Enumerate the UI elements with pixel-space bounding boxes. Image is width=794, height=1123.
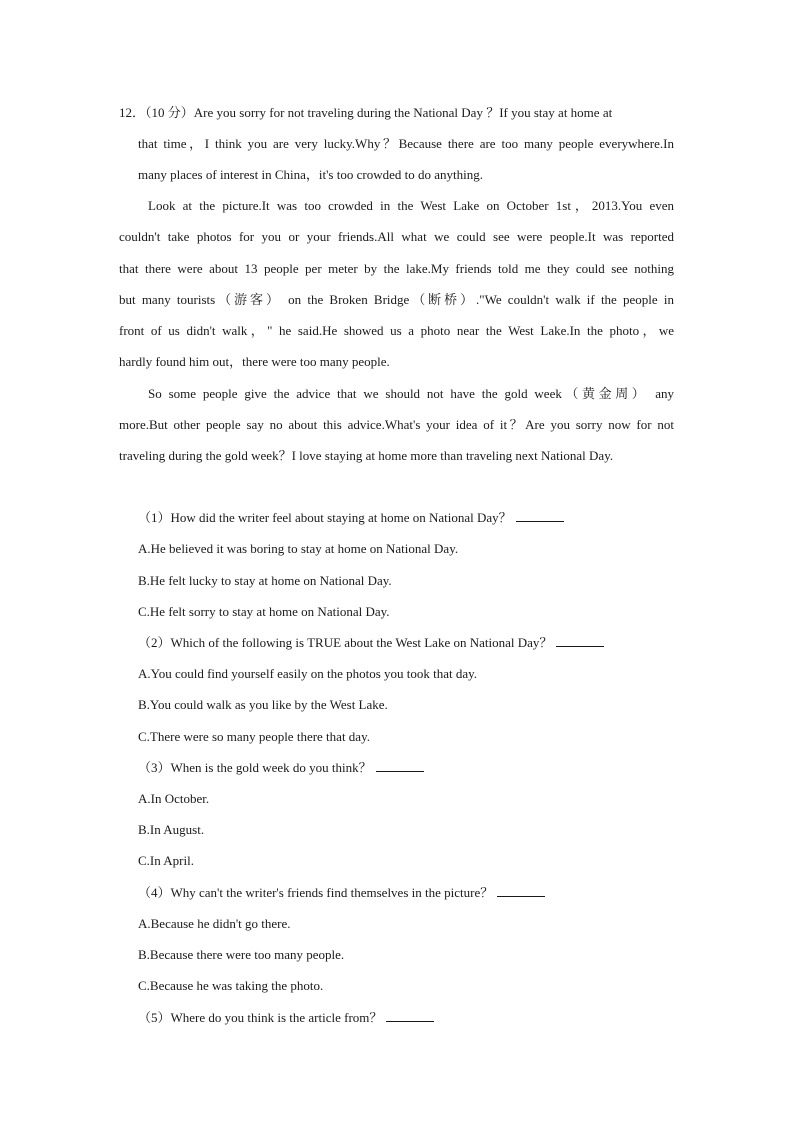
passage-line: but many tourists（游客） on the Broken Bridge（断桥）."We couldn't walk if the people in [119, 292, 674, 307]
question-stem: （1）How did the writer feel about staying at home on National Day？ [138, 509, 564, 527]
passage-line: that there were about 13 people per meter by the lake.My friends told me they could see nothing [119, 261, 674, 276]
answer-blank[interactable] [386, 1009, 434, 1022]
question-stem: （4）Why can't the writer's friends find themselves in the picture？ [138, 884, 545, 902]
question-stem: （5）Where do you think is the article from？ [138, 1009, 434, 1027]
option: C.There were so many people there that day. [138, 729, 370, 744]
question-number: 12． [119, 105, 146, 120]
answer-blank[interactable] [556, 634, 604, 647]
intro-line: Are you sorry for not traveling during the National Day ？If you stay at home at [193, 105, 613, 120]
option: C.Because he was taking the photo. [138, 978, 324, 993]
option: B.Because there were too many people. [138, 947, 345, 962]
passage-line: Look at the picture.It was too crowded in the West Lake on October 1st，2013.You even [148, 198, 674, 213]
option: C.In April. [138, 853, 194, 868]
option: B.You could walk as you like by the West Lake. [138, 697, 388, 712]
answer-blank[interactable] [376, 759, 424, 772]
passage-line: So some people give the advice that we should not have the gold week（黄金周） any [148, 386, 674, 401]
intro-line: that time，I think you are very lucky.Why？Because there are too many people everywhere.In [138, 136, 674, 151]
intro-line: many places of interest in China，it's too crowded to do anything. [138, 167, 483, 182]
answer-blank[interactable] [516, 509, 564, 522]
passage-line: hardly found him out，there were too many people. [119, 354, 390, 369]
option: B.He felt lucky to stay at home on National Day. [138, 573, 392, 588]
answer-blank[interactable] [497, 884, 545, 897]
passage-line: traveling during the gold week？I love staying at home more than traveling next National Day. [119, 448, 614, 463]
passage-line: more.But other people say no about this advice.What's your idea of it？Are you sorry now for not [119, 417, 674, 432]
question-stem: （3）When is the gold week do you think？ [138, 759, 424, 777]
option: A.Because he didn't go there. [138, 916, 291, 931]
passage-line: couldn't take photos for you or your friends.All what we could see were people.It was reported [119, 229, 674, 244]
passage-line: front of us didn't walk，" he said.He showed us a photo near the West Lake.In the photo，we [119, 323, 674, 338]
option: A.He believed it was boring to stay at home on National Day. [138, 541, 459, 556]
option: A.In October. [138, 791, 210, 806]
question-header [119, 104, 674, 122]
option: B.In August. [138, 822, 205, 837]
question-points: （10 分） [145, 105, 194, 120]
question-stem: （2）Which of the following is TRUE about the West Lake on National Day？ [138, 634, 604, 652]
option: A.You could find yourself easily on the photos you took that day. [138, 666, 478, 681]
option: C.He felt sorry to stay at home on National Day. [138, 604, 390, 619]
